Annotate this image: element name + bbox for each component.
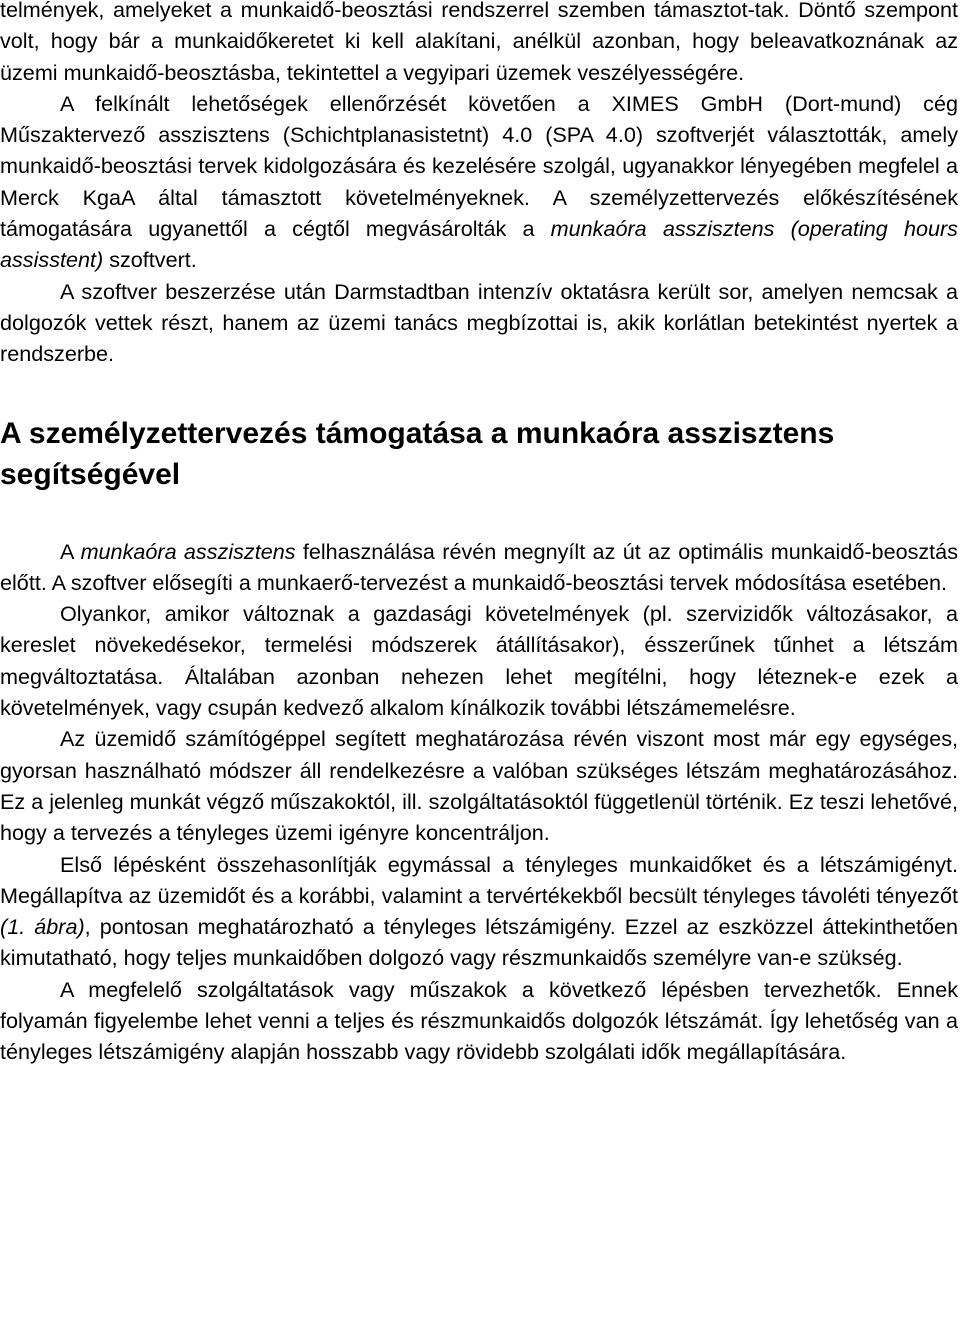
paragraph-text: Az üzemidő számítógéppel segített meghatározása révén viszont most már egy egységes, gyorsan használható módszer áll rendelkezésre a valóban szükséges létszám meghatározásához. Ez a jelenleg munkát végző műszakoktól, ill. szolgáltatásoktól függetlenül történik. Ez teszi lehetővé, hogy a tervezés a tényleges üzemi igényre koncentráljon.	[0, 726, 958, 846]
paragraph-text: Első lépésként összehasonlítják egymással a tényleges munkaidőket és a létszámigényt. Megállapítva az üzemidőt és a korábbi, valamint a tervértékekből becsült tényleges távoléti tényezőt	[0, 851, 958, 908]
section-staff-planning	[0, 536, 958, 1068]
paragraph-text: A	[60, 538, 81, 564]
paragraph-optimal-scheduling	[0, 536, 958, 599]
italic-term: munkaóra asszisztens (operating hours assisstent)	[0, 216, 958, 273]
paragraph-text: telmények, amelyeket a munkaidő-beosztási rendszerrel szemben támasztot-tak. Döntő szempont volt, hogy bár a munkaidőkeretet ki kell alakítani, anélkül azonban, hogy beleavatkoznának az üzemi munkaidő-beosztásba, tekintettel a vegyipari üzemek veszélyességére.	[0, 0, 958, 85]
paragraph-operating-time	[0, 723, 958, 848]
paragraph-text: A megfelelő szolgáltatások vagy műszakok a következő lépésben tervezhetők. Ennek folyamán figyelembe lehet venni a teljes és részmunkaidős dolgozók létszámát. Így lehetőség van a tényleges létszámigény alapján hosszabb vagy rövidebb szolgálati idők megállapítására.	[0, 976, 958, 1065]
paragraph-text: A szoftver beszerzése után Darmstadtban intenzív oktatásra került sor, amelyen nemcsak a dolgozók vettek részt, hanem az üzemi tanács megbízottai is, akik korlátlan betekintést nyertek a rendszerbe.	[0, 278, 958, 367]
paragraph-software-choice	[0, 88, 958, 276]
italic-term: munkaóra asszisztens	[80, 538, 296, 564]
section-heading: A személyzettervezés támogatása a munkaóra asszisztens segítségével	[0, 416, 835, 491]
paragraph-text: felhasználása révén megnyílt az út az optimális munkaidő-beosztás előtt. A szoftver elősegíti a munkaerő-tervezést a munkaidő-beosztási tervek módosítása esetében.	[0, 538, 958, 595]
section-intro	[0, 0, 958, 370]
paragraph-requirements	[0, 0, 958, 88]
paragraph-text: szoftvert.	[103, 247, 197, 273]
paragraph-training	[0, 276, 958, 370]
paragraph-next-step	[0, 974, 958, 1068]
paragraph-economic-requirements	[0, 598, 958, 723]
paragraph-first-step	[0, 849, 958, 974]
figure-reference: (1. ábra)	[0, 914, 85, 940]
paragraph-text: Olyankor, amikor változnak a gazdasági követelmények (pl. szervizidők változásakor, a kereslet növekedésekor, termelési módszerek átállításakor), ésszerűnek tűnhet a létszám megváltoztatása. Általában azonban nehezen lehet megítélni, hogy léteznek-e ezek a követelmények, vagy csupán kedvező alkalom kínálkozik további létszámemelésre.	[0, 601, 958, 721]
paragraph-text: A felkínált lehetőségek ellenőrzését követően a XIMES GmbH (Dort-mund) cég Műszaktervező asszisztens (Schichtplanasistetnt) 4.0 (SPA 4.0) szoftverjét választották, amely munkaidő-beosztási tervek kidolgozására és kezelésére szolgál, ugyanakkor lényegében megfelel a Merck KgaA által támasztott követelményeknek. A személyzettervezés előkészítésének támogatására ugyanettől a cégtől megvásárolták a	[0, 90, 958, 242]
paragraph-text: , pontosan meghatározható a tényleges létszámigény. Ezzel az eszközzel áttekinthetően kimutatható, hogy teljes munkaidőben dolgozó vagy részmunkaidős személyre van-e szükség.	[0, 914, 959, 971]
